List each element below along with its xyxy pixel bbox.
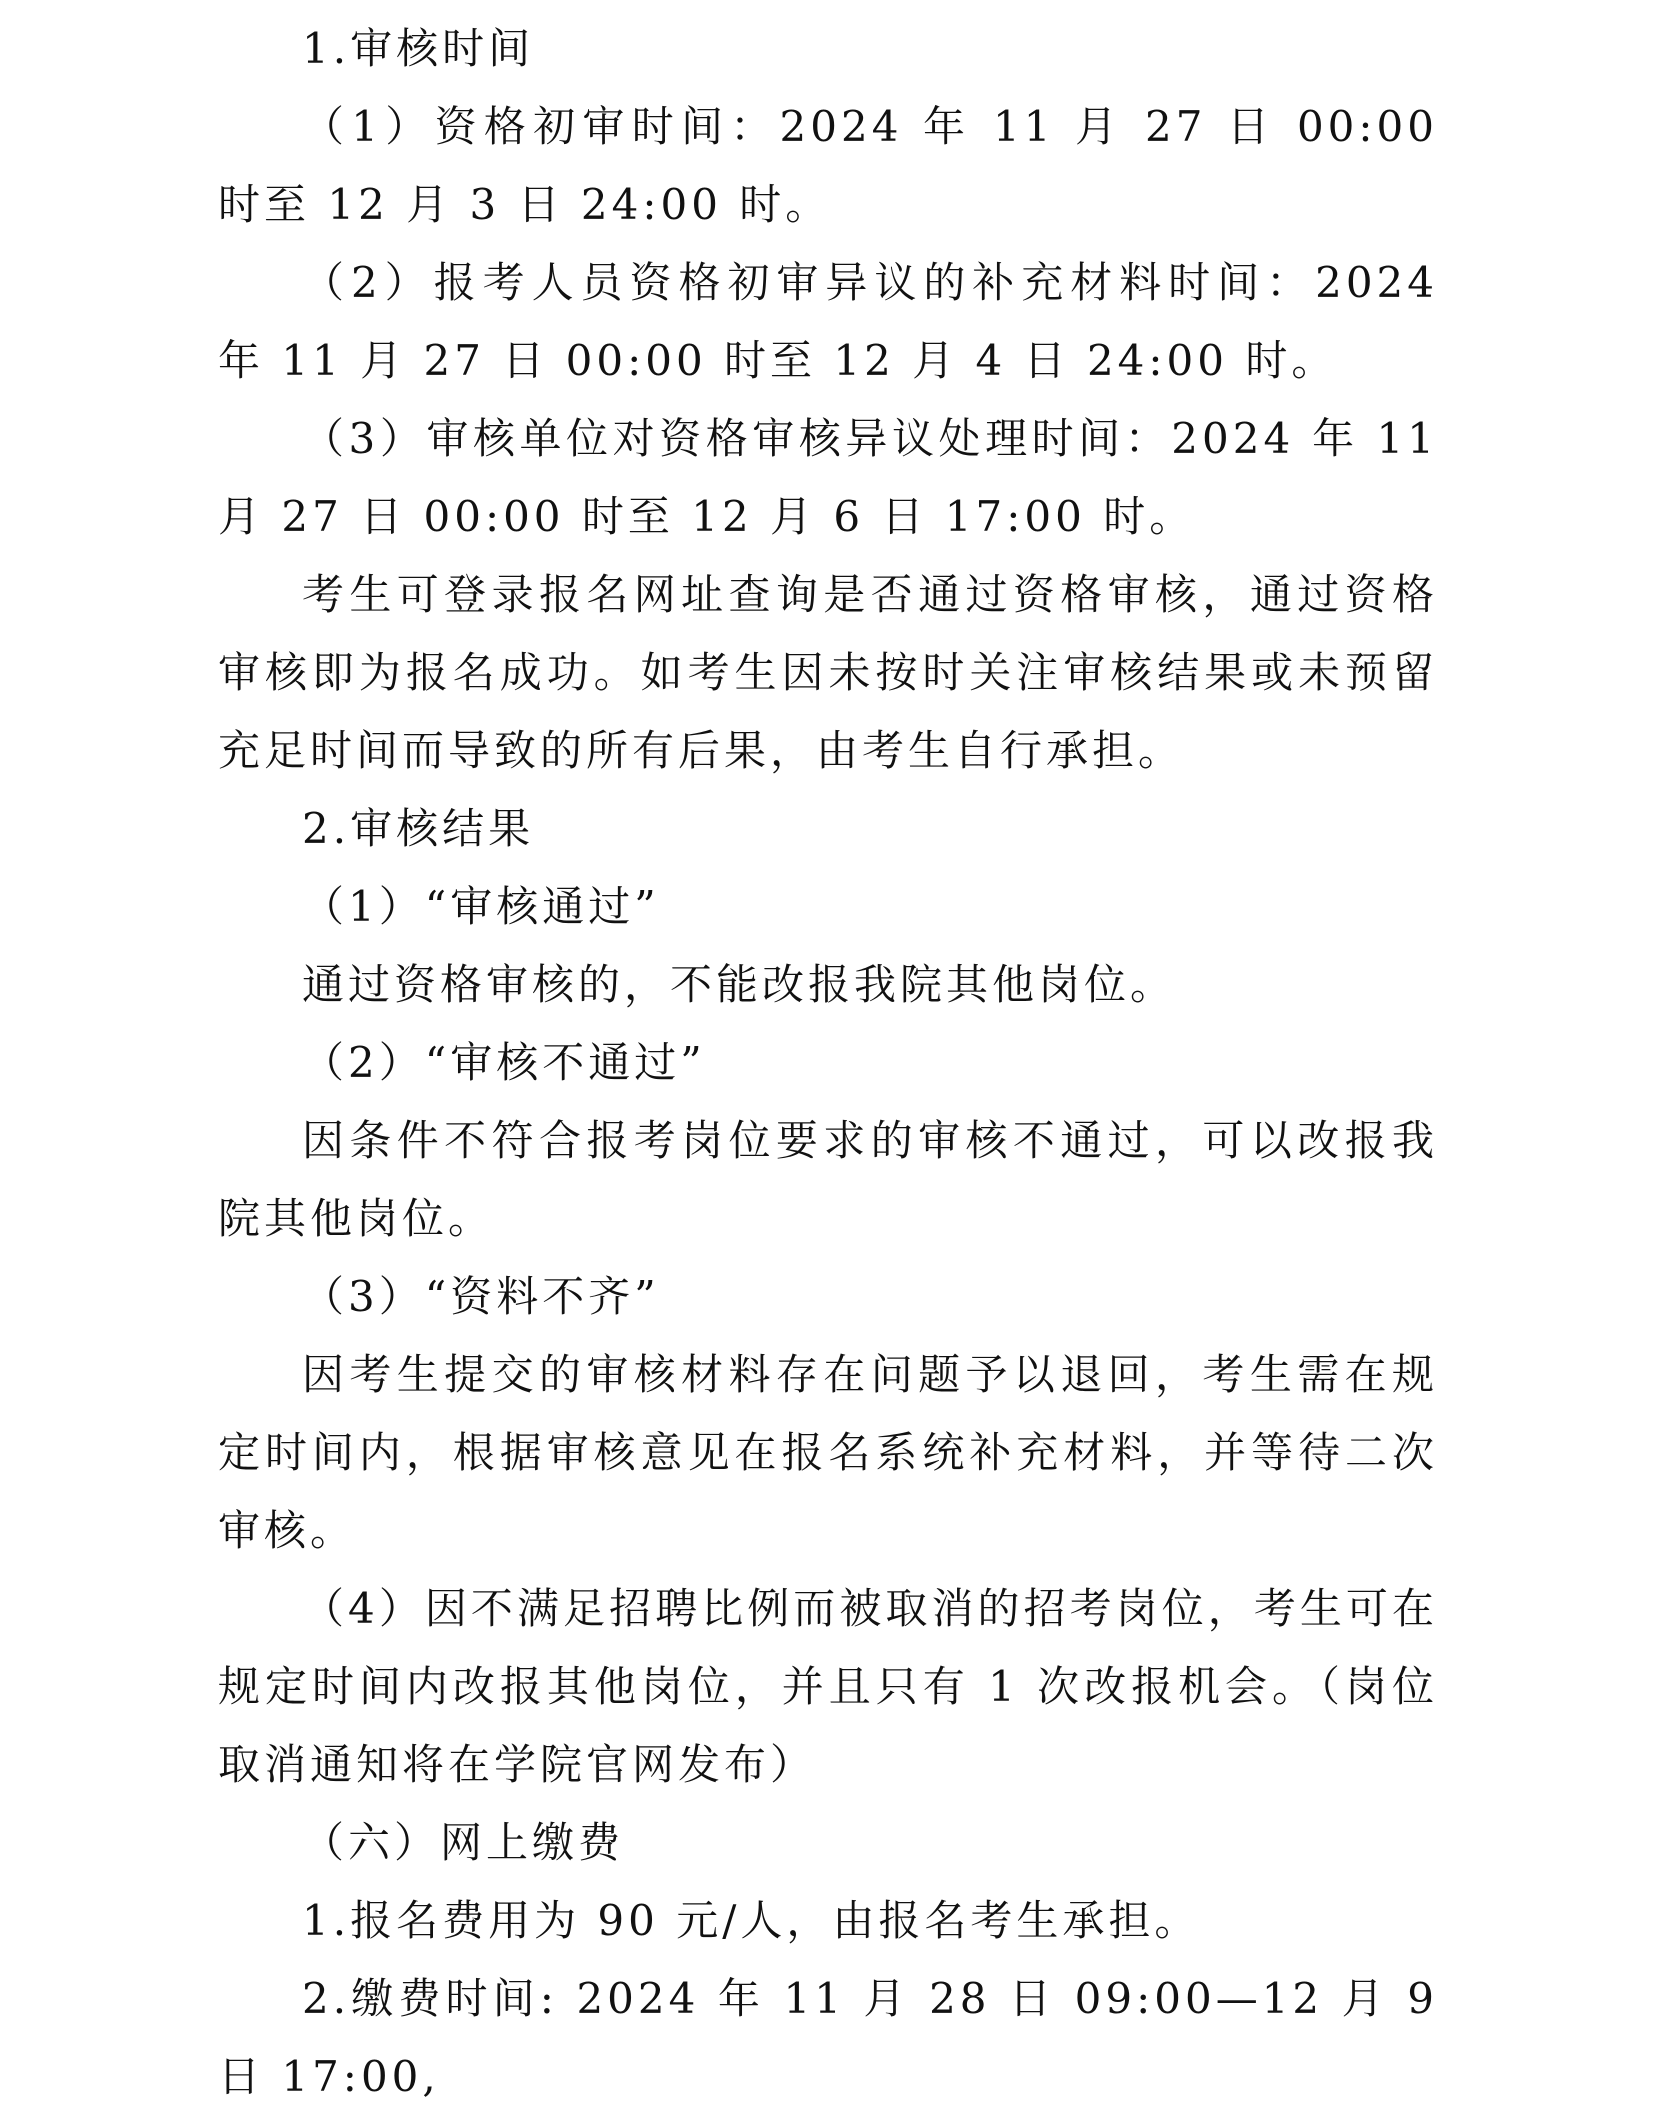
paragraph-incomplete: 因考生提交的审核材料存在问题予以退回，考生需在规定时间内，根据审核意见在报名系统补充材料，并等待二次审核。 bbox=[218, 1350, 1438, 1555]
section-heading-review-time: 1.审核时间 bbox=[302, 24, 535, 73]
document-body bbox=[218, 10, 1438, 2116]
paragraph-cancelled-posts: （4）因不满足招聘比例而被取消的招考岗位，考生可在规定时间内改报其他岗位，并且只有 1 次改报机会。（岗位取消通知将在学院官网发布） bbox=[218, 1584, 1438, 1789]
paragraph-check-result-note: 考生可登录报名网址查询是否通过资格审核，通过资格审核即为报名成功。如考生因未按时关注审核结果或未预留充足时间而导致的所有后果，由考生自行承担。 bbox=[218, 570, 1438, 775]
paragraph-objection-handling-time: （3）审核单位对资格审核异议处理时间：2024 年 11 月 27 日 00:00 时至 12 月 6 日 17:00 时。 bbox=[218, 414, 1438, 541]
paragraph-registration-fee: 1.报名费用为 90 元/人，由报名考生承担。 bbox=[302, 1896, 1201, 1945]
section-heading-review-result: 2.审核结果 bbox=[302, 804, 535, 853]
paragraph-rejected: 因条件不符合报考岗位要求的审核不通过，可以改报我院其他岗位。 bbox=[218, 1116, 1438, 1243]
subheading-incomplete: （3）“资料不齐” bbox=[302, 1272, 660, 1321]
paragraph-payment-time: 2.缴费时间: 2024 年 11 月 28 日 09:00—12 月 9 日 17:00, bbox=[218, 1974, 1438, 2101]
paragraph-initial-review-time: （1）资格初审时间：2024 年 11 月 27 日 00:00 时至 12 月 3 日 24:00 时。 bbox=[218, 102, 1438, 229]
subheading-approved: （1）“审核通过” bbox=[302, 882, 660, 931]
paragraph-objection-materials-time: （2）报考人员资格初审异议的补充材料时间：2024 年 11 月 27 日 00:00 时至 12 月 4 日 24:00 时。 bbox=[218, 258, 1438, 385]
subheading-rejected: （2）“审核不通过” bbox=[302, 1038, 706, 1087]
section-heading-online-payment: （六）网上缴费 bbox=[302, 1818, 625, 1867]
paragraph-approved: 通过资格审核的，不能改报我院其他岗位。 bbox=[302, 960, 1177, 1009]
